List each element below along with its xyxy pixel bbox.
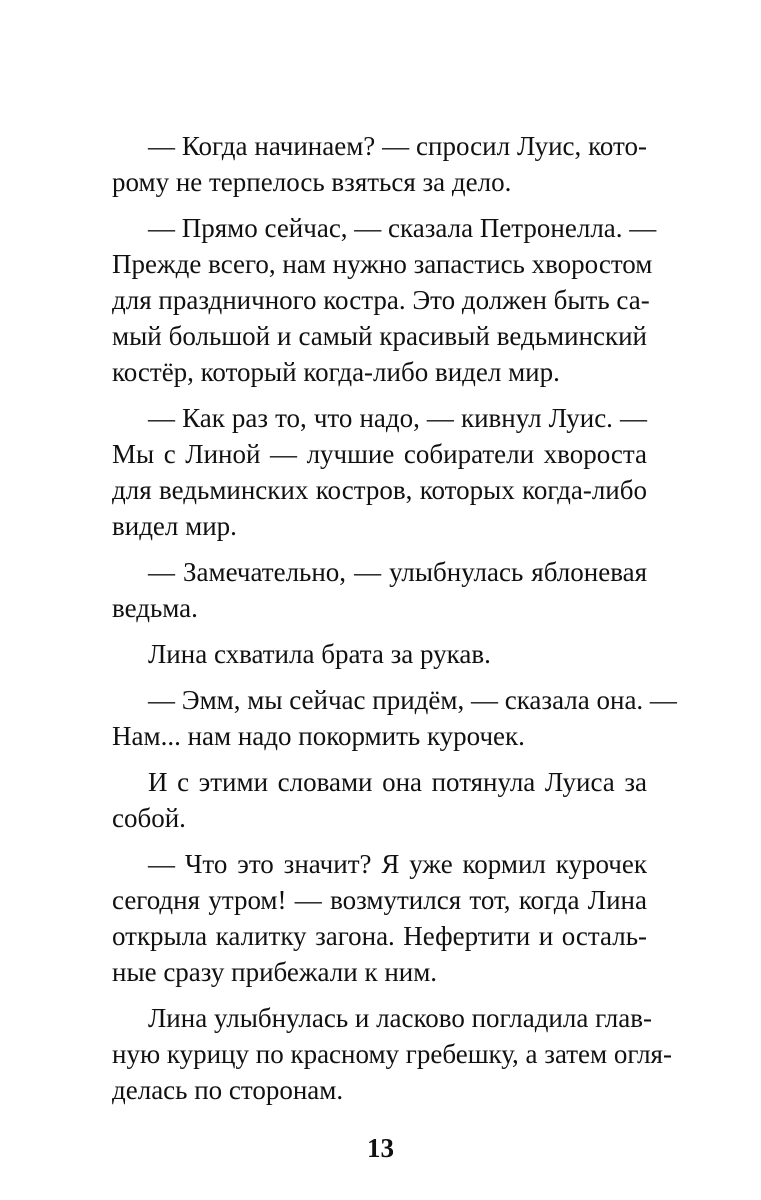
text-line: ную курицу по красному гребешку, а затем огля- (112, 1039, 672, 1069)
text-line: И с этими словами она потянула Луиса за (148, 767, 647, 797)
text-line: мый большой и самый красивый ведьминский (112, 321, 647, 351)
text-line: — Как раз то, что надо, — кивнул Луис. — (148, 403, 647, 433)
text-line: собой. (112, 803, 186, 833)
text-line: сегодня утром! — возмутился тот, когда Лина (112, 885, 647, 915)
text-line: делась по сторонам. (112, 1075, 344, 1105)
text-line: ведьма. (112, 593, 198, 623)
text-line: — Что это значит? Я уже кормил курочек (148, 849, 647, 879)
text-line: Мы с Линой — лучшие собиратели хвороста (112, 439, 647, 469)
text-line: видел мир. (112, 511, 237, 541)
text-line: для ведьминских костров, которых когда-либо (112, 475, 647, 505)
text-line: открыла калитку загона. Нефертити и осталь- (112, 921, 647, 951)
text-line: ные сразу прибежали к ним. (112, 957, 438, 987)
text-line: костёр, который когда-либо видел мир. (112, 357, 560, 387)
text-line: Лина улыбнулась и ласково погладила глав- (148, 1003, 652, 1033)
text-line: — Когда начинаем? — спросил Луис, кото- (148, 131, 647, 161)
text-line: рому не терпелось взяться за дело. (112, 167, 512, 197)
text-line: — Эмм, мы сейчас придём, — сказала она. — (148, 685, 677, 715)
text-line: — Замечательно, — улыбнулась яблоневая (148, 557, 647, 587)
text-line: Нам... нам надо покормить курочек. (112, 721, 525, 751)
text-line: Прежде всего, нам нужно запастись хворостом (112, 249, 653, 279)
text-line: — Прямо сейчас, — сказала Петронелла. — (148, 213, 657, 243)
text-line: Лина схватила брата за рукав. (148, 639, 491, 669)
text-line: для праздничного костра. Это должен быть са- (112, 285, 650, 315)
page-number: 13 (367, 1133, 394, 1163)
